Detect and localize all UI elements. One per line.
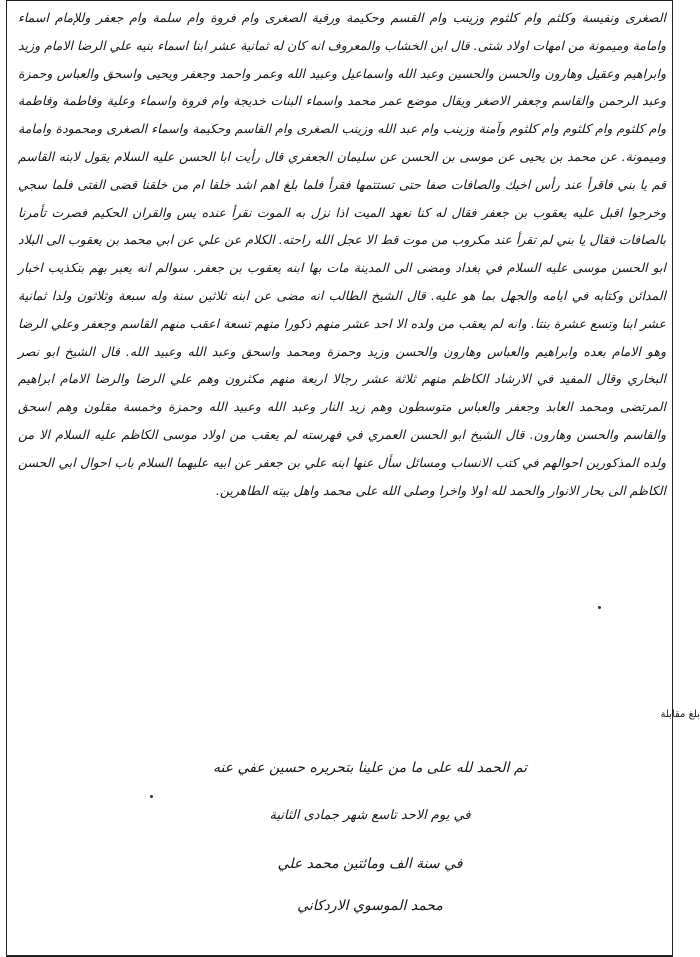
ink-speck [150,795,153,798]
colophon-signature: محمد الموسوي الاردكاني [297,898,443,914]
page-border-left [6,0,7,957]
page-border-top [6,0,673,1]
colophon-line-2: في يوم الاحد تاسع شهر جمادى الثانية [269,808,471,823]
page-border-right [672,0,673,957]
manuscript-body-text: الصغرى ونفيسة وكلثم وام كلثوم وزينب وام القسم وحكيمة ورقية الصغرى وام فروة وام سلمة وام جعفر وللإمام اسماء وامامة وميمونة من امهات اولاد شتى. قال ابن الخشاب والمعروف انه كان له ثمانية عشر ابنا اسماء بنيه علي الرضا الامام وزيد وابراهيم وعقيل وهارون والحسن والحسين وعبد الله واسماعيل وعبيد الله وعمر واحمد وجعفر ويحيى واسحق والعباس وحمزة وعبد الرحمن والقاسم وجعفر الاصغر ويقال موضع عمر محمد واسماء البنات خديجة وام فروة واسماء وعلية وفاطمة وفاطمة وام كلثوم وام كلثوم وام كلثوم وآمنة وزينب وام عبد الله وزينب الصغرى وام القاسم وحكيمة واسماء الصغرى ومحمودة وامامة وميمونة. عن محمد بن يحيى عن موسى بن الحسن عن سليمان الجعفري قال رأيت ابا الحسن عليه السلام يقول لابنه القاسم قم يا بني فاقرأ عند رأس اخيك والصافات صفا حتى تستتمها فقرأ فلما بلغ اهم اشد خلقا ام من خلقنا قضى الفتى فلما سجي وخرجوا اقبل عليه يعقوب بن جعفر فقال له كنا نعهد الميت اذا نزل به الموت نقرأ عنده يس والقران الحكيم فصرت تأمرنا بالصافات فقال يا بني لم تقرأ عند مكروب من موت قط الا عجل الله راحته. الكلام عن علي عن ابي محمد بن يعقوب الى البلاد ابو الحسن موسى عليه السلام في بغداد ومضى الى المدينة مات بها ابنه يعقوب بن جعفر. سوالم انه يعبر بهم بتكذيب اخبار المدائن وكتابه في ايامه والجهل بما هو عليه. قال الشيخ الطالب انه مضى عن ابنه ثلاثين سنة وله سبعة وثلاثون ولدا ثمانية عشر ابنا وتسع عشرة بنتا. وانه لم يعقب من ولده الا احد عشر منهم ذكورا منهم تسعة اعقب منهم القاسم وجعفر وعلي الرضا وهو الامام بعده وابراهيم والعباس وهارون والحسن وزيد وحمزة ومحمد واسحق وعبد الله وعبيد الله. قال الشيخ ابو نصر البخاري وقال المفيد في الارشاد الكاظم منهم ثلاثة عشر رجالا اربعة منهم مكثرون وهم علي الرضا والرضا الامام ابراهيم المرتضى ومحمد العابد وجعفر والعباس متوسطون وهم زيد النار وعبد الله وعبيد الله وحمزة وخمسة مقلون وهم اسحق والقاسم والحسن وهارون. قال الشيخ ابو الحسن العمري في فهرسته لم يعقب من اولاد موسى الكاظم عليه السلام الا من ولده المذكورين احوالهم في كتب الانساب ومسائل سأل عنها ابنه علي بن جعفر عن ابيه عليهما السلام باب احوال ابي الحسن الكاظم الى بحار الانوار والحمد لله اولا واخرا وصلى الله على محمد واهل بيته الطاهرين. [18,10,667,498]
margin-note: بلغ مقابلة [660,709,700,720]
colophon-line-1: تم الحمد لله على ما من علينا بتحريره حسين عفي عنه [212,760,528,776]
ink-speck [598,606,601,609]
colophon-line-3: في سنة الف ومائتين محمد علي [277,856,463,872]
